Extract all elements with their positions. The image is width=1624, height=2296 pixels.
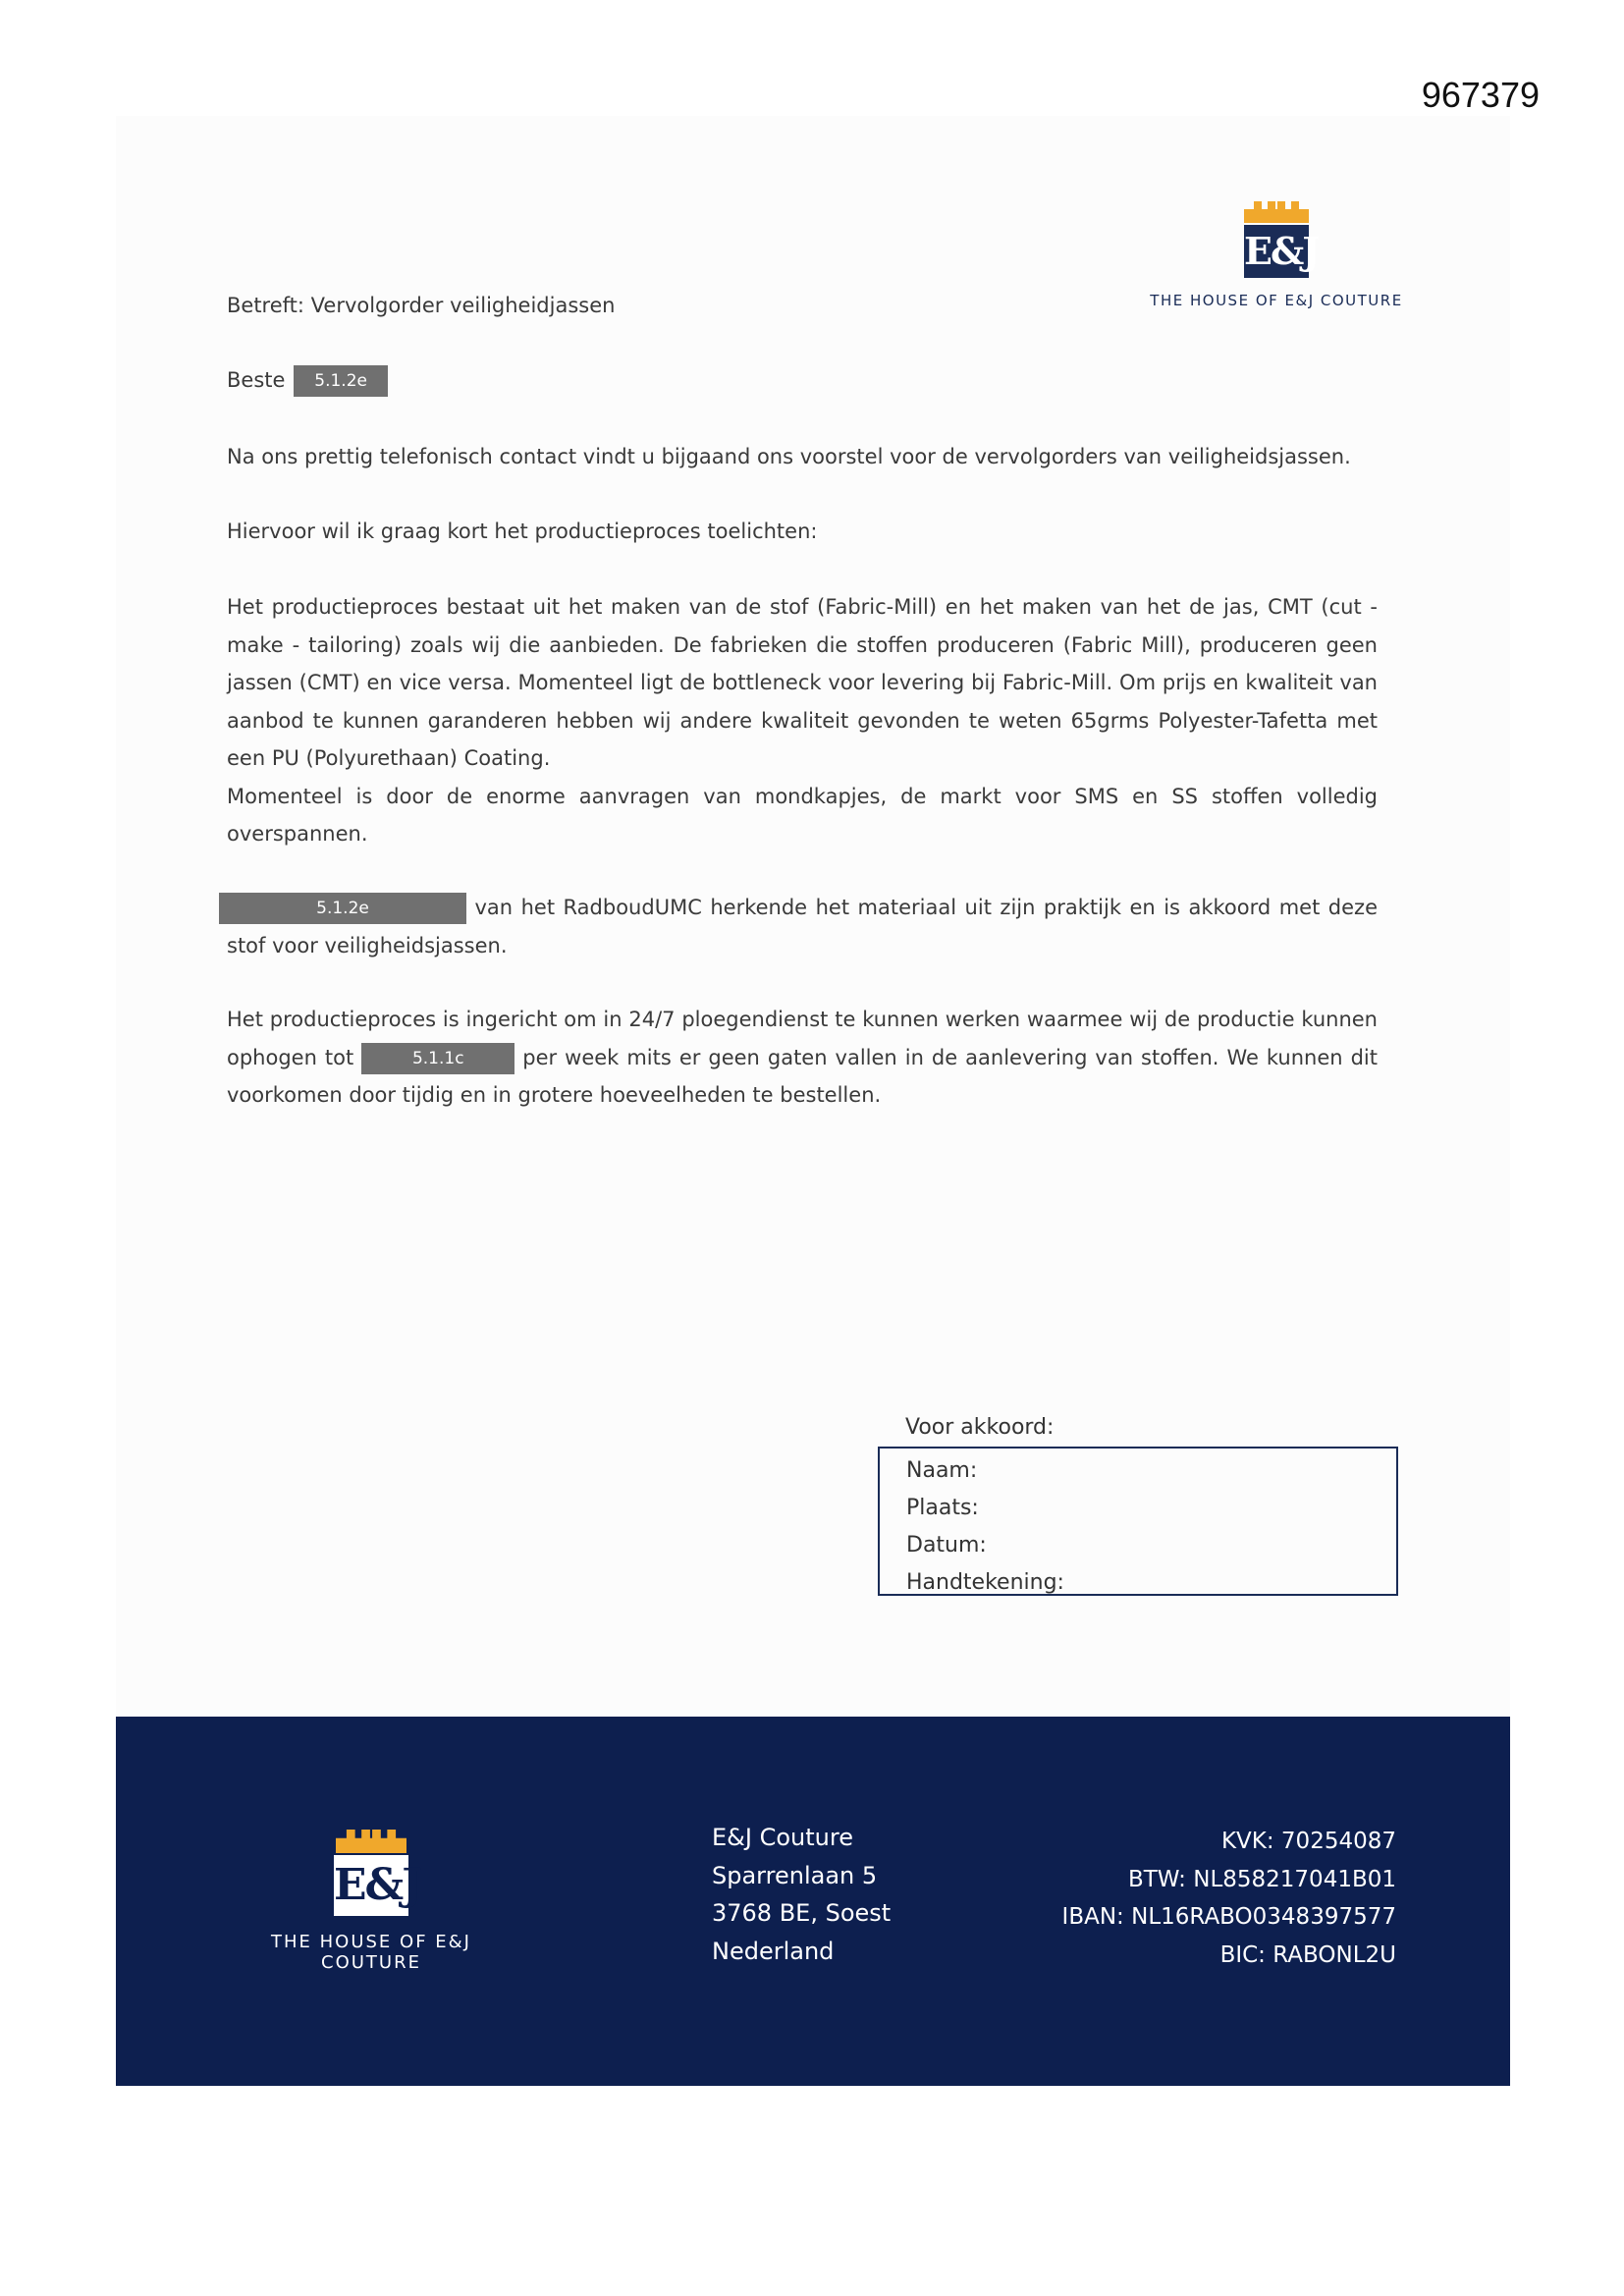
document-number: 967379	[1421, 75, 1540, 115]
approval-field-date: Datum:	[906, 1533, 987, 1558]
logo-monogram: E&J	[1244, 225, 1309, 278]
footer-kvk: KVK: 70254087	[1220, 1829, 1396, 1854]
crown-icon	[334, 1830, 408, 1853]
paragraph-market: Momenteel is door de enorme aanvragen van mondkapjes, de markt voor SMS en SS stoffen volledig overspannen.	[227, 784, 1378, 846]
paragraph-production-start: Het productieproces is ingericht om in 24/7 ploegendienst te kunnen werken waarmee wij de productie kunnen ophogen tot	[227, 1008, 1378, 1069]
footer	[116, 1717, 1510, 2086]
paragraph-production-end: per week mits er geen gaten vallen in de aanlevering van stoffen. We kunnen dit voorkomen door tijdig en in grotere hoeveelheden te bestellen.	[227, 1045, 1378, 1107]
paragraph-intro: Na ons prettig telefonisch contact vindt u bijgaand ons voorstel voor de vervolgorders van veiligheidsjassen.	[227, 445, 1351, 468]
footer-btw: BTW: NL858217041B01	[1127, 1866, 1396, 1892]
logo-tagline: THE HOUSE OF E&J COUTURE	[1150, 292, 1403, 309]
footer-address-line: Sparrenlaan 5	[712, 1861, 878, 1889]
salutation-line	[227, 361, 1378, 400]
footer-bic: BIC: RABONL2U	[1219, 1941, 1396, 1968]
paragraph-process-detail: Het productieproces bestaat uit het maken van de stof (Fabric-Mill) en het maken van het de jas, CMT (cut - make - tailoring) zoals wij die aanbieden. De fabrieken die stoffen produceren (Fabric Mill), produceren geen jassen (CMT) en vice versa. Momenteel ligt de bottleneck voor levering bij Fabric-Mill. Om prijs en kwaliteit van aanbod te kunnen garanderen hebben wij andere kwaliteit gevonden te weten 65grms Polyester-Tafetta met een PU (Polyurethaan) Coating.	[227, 595, 1378, 770]
footer-address-line: Nederland	[712, 1937, 835, 1965]
letter-subject: Betreft: Vervolgorder veiligheidjassen	[227, 294, 616, 317]
redaction-box: 5.1.1c	[361, 1043, 514, 1074]
approval-box	[878, 1447, 1398, 1596]
footer-iban: IBAN: NL16RABO0348397577	[1061, 1904, 1396, 1930]
paragraph-radboud-text: van het RadboudUMC herkende het materiaal uit zijn praktijk en is akkoord met deze stof voor veiligheidsjassen.	[227, 896, 1378, 957]
footer-company-details	[1062, 1823, 1396, 1974]
paragraph-production	[227, 1001, 1378, 1115]
footer-logo	[224, 1830, 518, 1973]
approval-title: Voor akkoord:	[905, 1415, 1055, 1440]
redaction-box: 5.1.2e	[294, 365, 388, 397]
footer-logo-tagline: THE HOUSE OF E&J COUTURE	[271, 1932, 471, 1973]
footer-address-line: 3768 BE, Soest	[712, 1899, 892, 1927]
paragraph-process	[227, 588, 1378, 853]
salutation-text: Beste	[227, 368, 286, 392]
approval-field-signature: Handtekening:	[906, 1570, 1064, 1595]
footer-logo-monogram: E&J	[334, 1855, 408, 1916]
footer-address-line: E&J Couture	[712, 1824, 853, 1851]
approval-field-name: Naam:	[906, 1458, 978, 1483]
footer-address	[712, 1819, 891, 1970]
paragraph-process-intro: Hiervoor wil ik graag kort het productieproces toelichten:	[227, 519, 818, 543]
approval-field-place: Plaats:	[906, 1496, 979, 1520]
crown-icon	[1244, 201, 1309, 223]
redaction-box: 5.1.2e	[219, 893, 466, 924]
approval-block	[878, 1409, 1398, 1596]
paragraph-approval-radboud	[227, 889, 1378, 964]
